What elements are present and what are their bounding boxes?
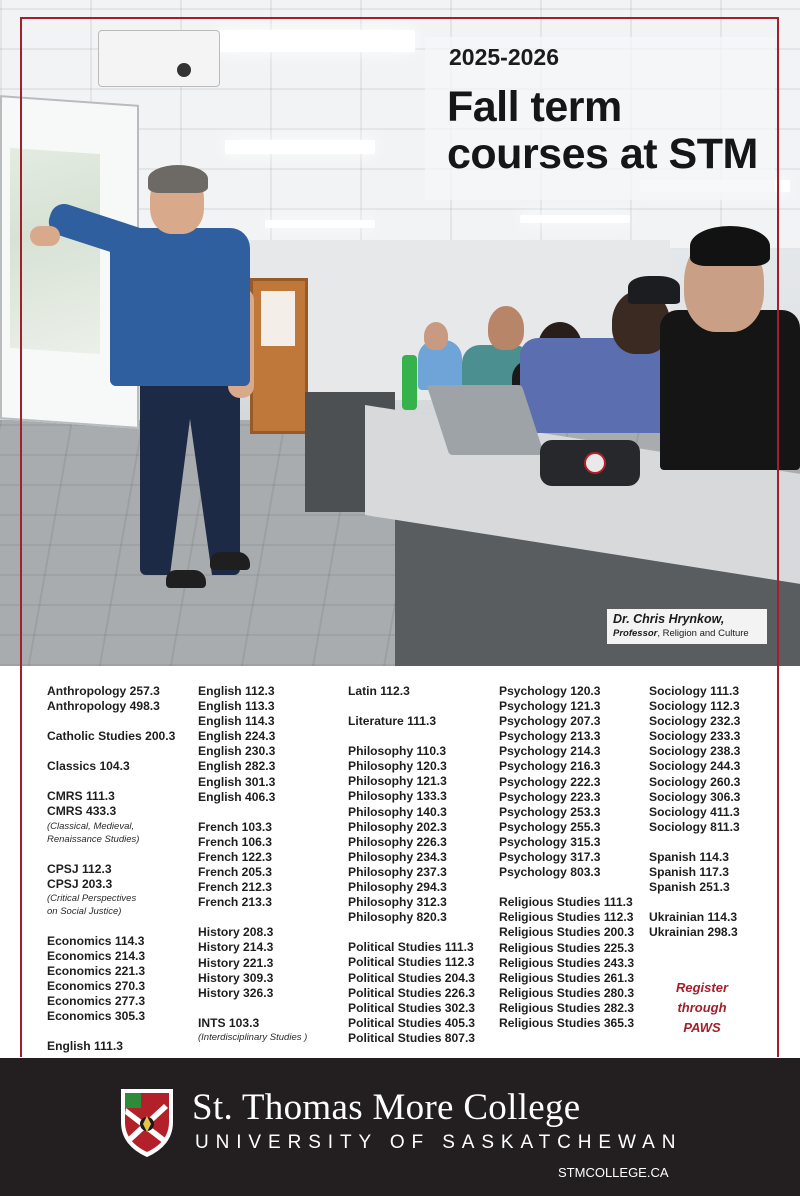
course-item: Spanish 114.3 — [649, 849, 729, 864]
pencil-case — [540, 440, 640, 486]
course-item: Economics 270.3 — [47, 979, 146, 994]
course-item: History 208.3 — [198, 925, 274, 940]
course-item: Sociology 232.3 — [649, 714, 741, 729]
course-item: History 309.3 — [198, 970, 274, 985]
course-group — [47, 862, 192, 919]
ceiling-light — [215, 30, 415, 52]
ceiling-light — [225, 140, 375, 154]
course-item: Sociology 112.3 — [649, 699, 740, 714]
course-item: Psychology 803.3 — [499, 865, 601, 880]
course-group — [198, 684, 343, 805]
ceiling-light — [265, 220, 375, 228]
ceiling-light — [520, 215, 630, 223]
course-item: Philosophy 120.3 — [348, 759, 447, 774]
course-item: Political Studies 112.3 — [348, 955, 475, 970]
course-item: CPSJ 112.3 — [47, 861, 112, 876]
course-item: Psychology 223.3 — [499, 789, 601, 804]
course-item: English 224.3 — [198, 729, 276, 744]
course-item: French 122.3 — [198, 849, 272, 864]
course-item: Philosophy 312.3 — [348, 895, 447, 910]
course-item: Religious Studies 111.3 — [499, 895, 633, 910]
course-group — [47, 1039, 192, 1054]
course-column — [47, 684, 192, 1069]
door — [250, 278, 308, 434]
course-item: Philosophy 110.3 — [348, 744, 447, 759]
course-note: (Interdisciplinary Studies ) — [198, 1031, 308, 1043]
course-note: (Classical, Medieval, — [47, 820, 135, 832]
course-item: Philosophy 234.3 — [348, 849, 447, 864]
website-link[interactable]: STMCOLLEGE.CA — [558, 1165, 669, 1180]
course-item: INTS 103.3 — [198, 1015, 260, 1030]
course-group — [47, 934, 192, 1025]
course-item: English 114.3 — [198, 714, 275, 729]
course-item: Philosophy 133.3 — [348, 789, 447, 804]
caption-name: Dr. Chris Hrynkow, — [613, 612, 725, 626]
course-item: English 111.3 — [47, 1039, 123, 1054]
course-column — [649, 684, 789, 955]
course-item: Psychology 317.3 — [499, 850, 601, 865]
course-item: Philosophy 202.3 — [348, 819, 447, 834]
course-item: French 212.3 — [198, 880, 272, 895]
course-item: Psychology 213.3 — [499, 729, 601, 744]
course-item: Sociology 244.3 — [649, 759, 741, 774]
course-group — [348, 714, 498, 729]
course-group — [649, 850, 789, 895]
course-group — [198, 820, 343, 911]
course-group — [198, 925, 343, 1000]
course-group — [47, 729, 192, 744]
course-item: Sociology 306.3 — [649, 789, 741, 804]
course-item: Political Studies 204.3 — [348, 970, 476, 985]
course-item: Psychology 222.3 — [499, 774, 601, 789]
teacher-hair — [148, 165, 208, 193]
course-item: Political Studies 226.3 — [348, 985, 476, 1000]
course-item: Psychology 207.3 — [499, 714, 601, 729]
course-column — [198, 684, 343, 1059]
course-item: Psychology 216.3 — [499, 759, 601, 774]
course-item: French 205.3 — [198, 865, 272, 880]
course-item: Philosophy 121.3 — [348, 774, 447, 789]
course-item: Economics 305.3 — [47, 1009, 146, 1024]
course-group — [348, 940, 498, 1046]
course-group — [649, 910, 789, 940]
course-item: Economics 277.3 — [47, 994, 146, 1009]
university-name: UNIVERSITY OF SASKATCHEWAN — [195, 1132, 683, 1153]
course-item: Economics 214.3 — [47, 948, 146, 963]
student-head — [424, 322, 448, 350]
course-note: on Social Justice) — [47, 906, 122, 918]
course-item: Sociology 238.3 — [649, 744, 741, 759]
course-item: Ukrainian 298.3 — [649, 925, 738, 940]
course-item: Sociology 811.3 — [649, 819, 740, 834]
course-item: Religious Studies 243.3 — [499, 955, 635, 970]
course-item: Sociology 411.3 — [649, 804, 740, 819]
title-line: Fall term — [447, 83, 622, 131]
course-note: Renaissance Studies) — [47, 834, 140, 846]
course-column — [348, 684, 498, 1061]
course-item: French 213.3 — [198, 895, 272, 910]
course-item: Political Studies 302.3 — [348, 1000, 476, 1015]
course-item: Political Studies 405.3 — [348, 1015, 476, 1030]
course-item: Economics 221.3 — [47, 963, 146, 978]
course-group — [499, 895, 649, 1031]
course-item: Literature 111.3 — [348, 714, 437, 729]
course-item: CMRS 111.3 — [47, 789, 115, 804]
crest-icon — [120, 1088, 174, 1158]
course-item: CMRS 433.3 — [47, 804, 117, 819]
title-line: courses at STM — [447, 130, 758, 178]
course-item: Psychology 121.3 — [499, 699, 601, 714]
course-item: Spanish 251.3 — [649, 880, 730, 895]
course-item: English 282.3 — [198, 759, 276, 774]
course-item: French 103.3 — [198, 819, 272, 834]
college-name: St. Thomas More College — [192, 1087, 581, 1128]
student-head — [488, 306, 524, 350]
course-item: English 113.3 — [198, 699, 275, 714]
course-item: Anthropology 498.3 — [47, 699, 160, 714]
course-group — [649, 684, 789, 835]
photo-caption — [607, 609, 767, 644]
register-line: PAWS — [683, 1020, 721, 1035]
register-line: through — [677, 1000, 727, 1015]
course-item: Religious Studies 280.3 — [499, 985, 635, 1000]
course-item: Religious Studies 200.3 — [499, 925, 635, 940]
course-item: Philosophy 226.3 — [348, 834, 447, 849]
register-through-paws — [652, 978, 752, 1038]
page-title — [447, 84, 777, 178]
caption-role — [613, 627, 761, 640]
course-group — [47, 789, 192, 846]
caption-role-title: Professor — [613, 628, 658, 639]
course-item: Political Studies 111.3 — [348, 940, 474, 955]
course-group — [348, 684, 498, 699]
course-item: French 106.3 — [198, 834, 272, 849]
course-item: Catholic Studies 200.3 — [47, 729, 176, 744]
course-item: English 301.3 — [198, 774, 276, 789]
course-item: Religious Studies 282.3 — [499, 1000, 635, 1015]
course-item: Psychology 315.3 — [499, 834, 601, 849]
course-item: Psychology 120.3 — [499, 684, 601, 698]
teacher-shoe — [166, 570, 206, 588]
course-item: Religious Studies 365.3 — [499, 1015, 635, 1030]
course-item: Economics 114.3 — [47, 933, 145, 948]
course-group — [198, 1016, 343, 1045]
course-item: Sociology 111.3 — [649, 684, 740, 698]
course-item: Religious Studies 261.3 — [499, 970, 635, 985]
course-item: History 326.3 — [198, 985, 274, 1000]
register-line: Register — [675, 980, 729, 995]
course-item: Ukrainian 114.3 — [649, 910, 738, 925]
course-item: History 221.3 — [198, 955, 274, 970]
student-hair — [690, 226, 770, 266]
course-item: CPSJ 203.3 — [47, 876, 113, 891]
course-item: Latin 112.3 — [348, 684, 410, 698]
course-item: History 214.3 — [198, 940, 274, 955]
course-group — [348, 744, 498, 925]
projector-icon — [98, 30, 220, 87]
course-item: Psychology 253.3 — [499, 804, 601, 819]
course-item: Classics 104.3 — [47, 759, 130, 774]
course-item: Sociology 233.3 — [649, 729, 741, 744]
course-item: Philosophy 140.3 — [348, 804, 447, 819]
course-item: English 112.3 — [198, 684, 275, 698]
academic-year: 2025-2026 — [449, 44, 559, 70]
course-item: Religious Studies 112.3 — [499, 910, 634, 925]
caption-role-department: , Religion and Culture — [657, 628, 749, 639]
course-item: English 406.3 — [198, 789, 276, 804]
teacher-hand — [30, 226, 60, 246]
course-group — [47, 759, 192, 774]
water-bottle — [402, 355, 417, 410]
course-item: Psychology 255.3 — [499, 819, 601, 834]
course-note: (Critical Perspectives — [47, 892, 137, 904]
course-item: Anthropology 257.3 — [47, 684, 160, 698]
course-item: Philosophy 294.3 — [348, 880, 447, 895]
course-item: Religious Studies 225.3 — [499, 940, 635, 955]
course-item: Psychology 214.3 — [499, 744, 601, 759]
course-item: Political Studies 807.3 — [348, 1030, 476, 1045]
student — [660, 310, 800, 470]
course-item: Sociology 260.3 — [649, 774, 741, 789]
course-item: Spanish 117.3 — [649, 865, 729, 880]
cap — [628, 276, 680, 304]
course-item: Philosophy 237.3 — [348, 864, 447, 879]
teacher-shoe — [210, 552, 250, 570]
course-group — [499, 684, 649, 880]
course-column — [499, 684, 649, 1046]
course-group — [47, 684, 192, 714]
course-item: Philosophy 820.3 — [348, 910, 447, 925]
course-item: English 230.3 — [198, 744, 276, 759]
